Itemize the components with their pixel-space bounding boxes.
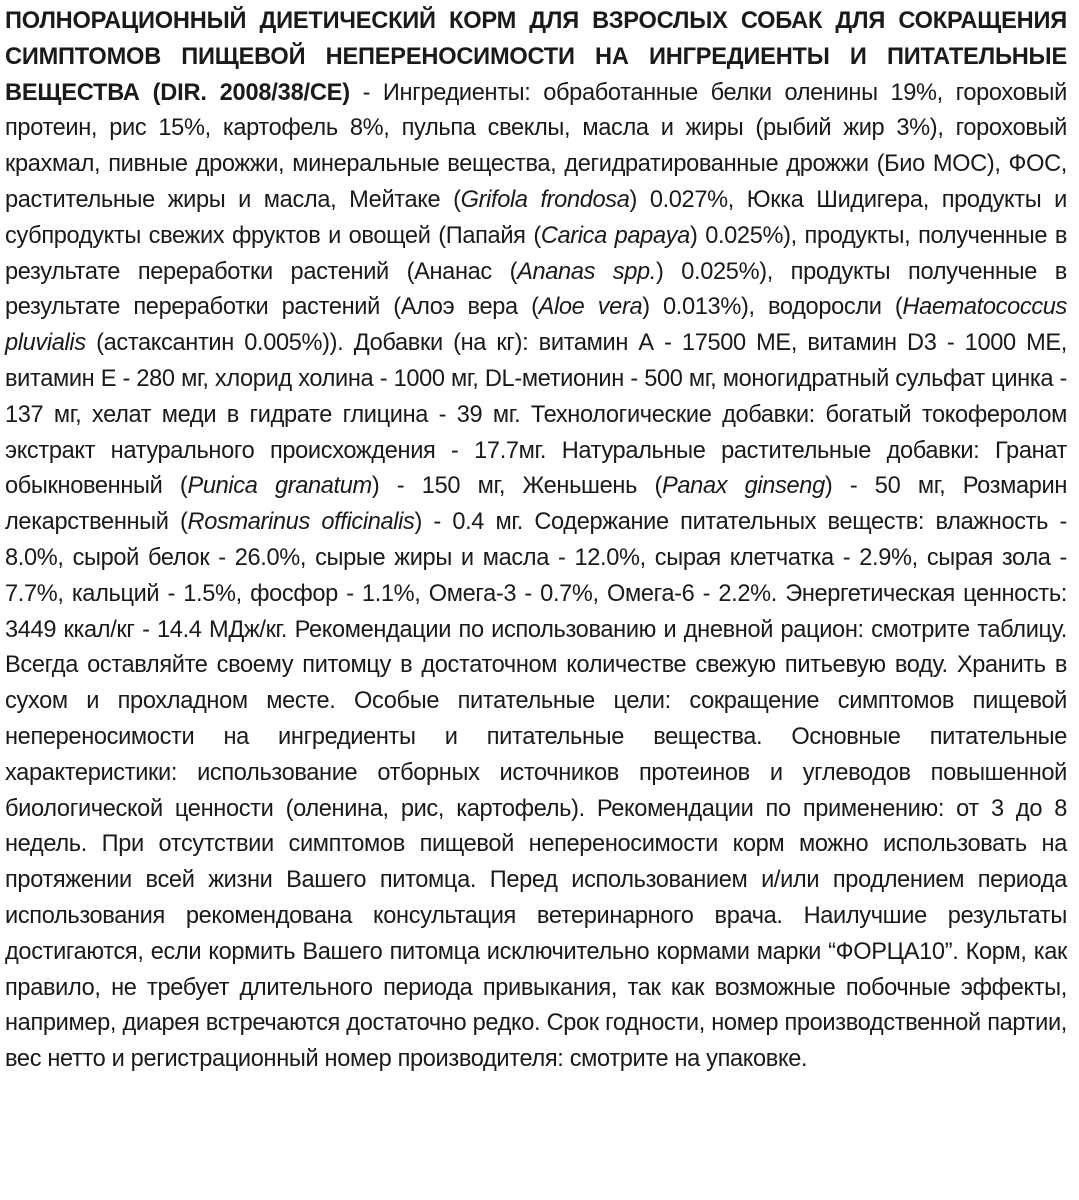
ingredients-text: ) 0.013%), водоросли (	[642, 294, 903, 321]
ingredients-text: ) 0.025%), продукты, полученные в результате переработки растений (Ананас (	[5, 222, 1068, 285]
nutrition-text: Содержание питательных веществ: влажность - 8.0%, сырой белок - 26.0%, сырые жиры и масла - 12.0%, сырая клетчатка - 2.9%, сырая зола - 7.7%, кальций - 1.5%, фосфор - 1.1%, Омега-3 - 0.7%, Омега-6 - 2.2%. Энергетическая ценность: 3449 ккал/кг - 14.4 МДж/кг.	[5, 509, 1067, 643]
latin-name-carica: Carica papaya	[540, 222, 690, 249]
instructions-text: Рекомендации по использованию и дневной рацион: смотрите таблицу. Всегда оставляйте своему питомцу в достаточном количестве свежую питьевую воду. Хранить в сухом и прохладном месте. Особые питательные цели: сокращение симптомов пищевой непереносимости на ингредиенты и питательные вещества. Основные питательные характеристики: использование отборных источников протеинов и углеводов повышенной биологической ценности (оленина, рис, картофель). Рекомендации по применению: от 3 до 8 недель. При отсутствии симптомов пищевой непереносимости корм можно использовать на протяжении всей жизни Вашего питомца. Перед использованием и/или продлением периода использования рекомендована консультация ветеринарного врача. Наилучшие результаты достигаются, если кормить Вашего питомца исключительно кормами марки “ФОРЦА10”. Корм, как правило, не требует длительного периода привыкания, так как возможные побочные эффекты, например, диарея встречаются достаточно редко. Срок годности, номер производственной партии, вес нетто и регистрационный номер производителя: смотрите на упаковке.	[5, 616, 1067, 1073]
additives-text: ) - 150 мг, Женьшень (	[371, 473, 663, 500]
latin-name-ananas: Ananas spp.	[517, 258, 657, 285]
latin-name-aloe: Aloe vera	[538, 294, 643, 321]
latin-name-punica: Punica granatum	[187, 473, 372, 500]
latin-name-panax: Panax ginseng	[662, 473, 825, 500]
additives-text: ) - 50 мг, Розмарин лекарственный (	[5, 473, 1067, 536]
label-heading: ПОЛНОРАЦИОННЫЙ ДИЕТИЧЕСКИЙ КОРМ ДЛЯ ВЗРОСЛЫХ СОБАК ДЛЯ СОКРАЩЕНИЯ СИМПТОМОВ ПИЩЕВОЙ НЕПЕРЕНОСИМОСТИ НА ИНГРЕДИЕНТЫ И ПИТАТЕЛЬНЫЕ ВЕЩЕСТВА (DIR. 2008/38/CE)	[5, 8, 1067, 106]
additives-text: ) - 0.4 мг.	[414, 509, 523, 536]
additives-text: Добавки (на кг): витамин А - 17500 МЕ, витамин D3 - 1000 МЕ, витамин Е - 280 мг, хлорид холина - 1000 мг, DL-метионин - 500 мг, моногидратный сульфат цинка - 137 мг, хелат меди в гидрате глицина - 39 мг. Технологические добавки: богатый токоферолом экстракт натурального происхождения - 17.7мг. Натуральные растительные добавки: Гранат обыкновенный (	[5, 330, 1068, 500]
ingredients-text: ) 0.025%), продукты полученные в результате переработки растений (Алоэ вера (	[5, 258, 1067, 321]
ingredients-text: (астаксантин 0.005%)).	[85, 330, 344, 357]
ingredients-text: ) 0.027%, Юкка Шидигера, продукты и субпродукты свежих фруктов и овощей (Папайя (	[5, 186, 1067, 249]
latin-name-haematococcus: Haematococcus pluvialis	[5, 294, 1067, 357]
latin-name-rosmarinus: Rosmarinus officinalis	[187, 509, 415, 536]
ingredients-text: - Ингредиенты: обработанные белки оленины 19%, гороховый протеин, рис 15%, картофель 8%, пульпа свеклы, масла и жиры (рыбий жир 3%), гороховый крахмал, пивные дрожжи, минеральные вещества, дегидратированные дрожжи (Био МОС), ФОС, растительные жиры и масла, Мейтаке (	[5, 79, 1067, 213]
latin-name-grifola: Grifola frondosa	[460, 186, 630, 213]
